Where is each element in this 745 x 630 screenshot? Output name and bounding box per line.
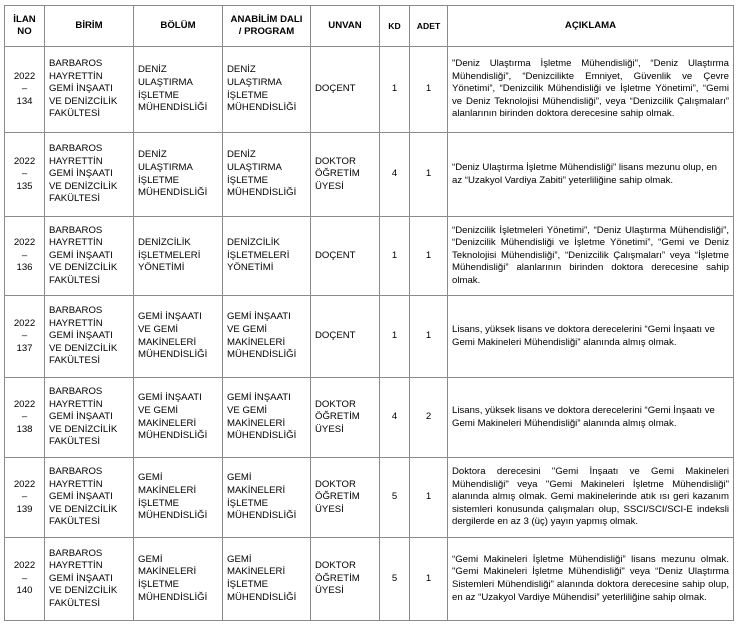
birim-cell-line: BARBAROS [49,224,103,236]
bolum-cell [134,538,223,621]
adet-cell: 1 [410,217,448,296]
program-cell-line: DENİZ [227,64,256,76]
header-ilan-no [5,6,45,47]
program-cell-line: ULAŞTIRMA [227,76,282,88]
program-cell-line: İŞLETME [227,174,269,186]
birim-cell-line: FAKÜLTESİ [49,436,101,448]
unvan-cell [311,458,380,538]
unvan-cell [311,133,380,217]
bolum-cell-line: MAKİNELERİ [138,484,197,496]
birim-cell-line: GEMİ İNŞAATI [49,411,113,423]
birim-cell-line: FAKÜLTESİ [49,355,101,367]
unvan-cell-line: DOKTOR [315,155,356,167]
birim-cell-line: HAYRETTİN [49,317,103,329]
kd-cell: 1 [380,296,410,378]
table-row [5,217,734,296]
program-cell-line: MAKİNELERİ [227,417,286,429]
birim-cell-line: BARBAROS [49,386,103,398]
unvan-cell-line: ÖĞRETİM [315,168,360,180]
birim-cell-line: BARBAROS [49,58,103,70]
bolum-cell-line: İŞLETME [138,174,180,186]
ilan-no-part: 2022 [13,560,36,572]
program-cell-line: İŞLETMELERİ [227,249,290,261]
unvan-cell-line: DOÇENT [315,83,356,95]
header-kd: KD [380,6,410,47]
bolum-cell [134,296,223,378]
kd-cell: 1 [380,47,410,133]
bolum-cell-line: MAKİNELERİ [138,417,197,429]
unvan-cell-line: ÜYESİ [315,423,344,435]
aciklama-cell: Lisans, yüksek lisans ve doktora derecelerini “Gemi İnşaatı ve Gemi Makineleri Mühendisliği” alanında almış olmak. [448,296,734,378]
adet-cell: 1 [410,458,448,538]
ilan-no-part: 140 [16,585,33,597]
birim-cell-line: BARBAROS [49,547,103,559]
header-anabilim-line2: / PROGRAM [238,26,295,37]
ilan-no-cell [5,217,45,296]
birim-cell-line: GEMİ İNŞAATI [49,168,113,180]
header-bolum: BÖLÜM [134,6,223,47]
program-cell-line: ULAŞTIRMA [227,161,282,173]
bolum-cell-line: MÜHENDİSLİĞİ [138,349,208,361]
ilan-no-part: – [21,411,28,423]
ilan-no-part: – [21,83,28,95]
adet-cell: 1 [410,538,448,621]
ilan-no-part: 136 [16,262,33,274]
ilan-no-part: – [21,491,28,503]
bolum-cell-line: İŞLETMELERİ [138,249,201,261]
birim-cell [45,296,134,378]
ilan-no-cell [5,133,45,217]
program-cell-line: MÜHENDİSLİĞİ [227,510,297,522]
bolum-cell-line: YÖNETİMİ [138,262,185,274]
ilan-no-part: – [21,249,28,261]
kd-cell: 1 [380,217,410,296]
adet-cell: 2 [410,378,448,458]
bolum-cell-line: GEMİ [138,553,163,565]
aciklama-cell: “Deniz Ulaştırma İşletme Mühendisliği” lisans mezunu olup, en az “Uzakyol Vardiya Zabiti” yeterliliğine sahip olmak. [448,133,734,217]
unvan-cell-line: DOKTOR [315,398,356,410]
birim-cell-line: HAYRETTİN [49,155,103,167]
table-header-row [5,6,734,47]
ilan-no-part: 2022 [13,398,36,410]
aciklama-cell: Doktora derecesini "Gemi İnşaatı ve Gemi Makineleri Mühendisliği" veya "Gemi Makineleri İşletme Mühendisliği" alanında almış olmak. Gemi makinelerinde atık ısı geri kazanım sistemleri konusunda çalışmaları olup, SSCI/SCI/SCI-E indeksli dergilerde en az 3 (üç) yayın yapmış olmak. [448,458,734,538]
program-cell-line: GEMİ [227,472,252,484]
program-cell-line: VE GEMİ [227,323,267,335]
unvan-cell [311,378,380,458]
program-cell-line: MÜHENDİSLİĞİ [227,187,297,199]
header-anabilim-line1: ANABİLİM DALI [230,14,303,25]
birim-cell-line: VE DENİZCİLİK [49,262,118,274]
program-cell [223,378,311,458]
program-cell [223,133,311,217]
program-cell-line: İŞLETME [227,497,269,509]
aciklama-cell: "Deniz Ulaştırma İşletme Mühendisliği", “Deniz Ulaştırma Mühendisliği”, “Denizcilikte Emniyet, Güvenlik ve Çevre Yönetimi”, “Denizcilik Mühendisliği ve İşletme Yönetimi”, “Gemi ve Deniz Teknolojisi Mühendisliği”, veya “Denizcilik Çalışmaları” alanlarının birinden doktora derecesine sahip olmak. [448,47,734,133]
bolum-cell-line: GEMİ [138,472,163,484]
adet-cell: 1 [410,47,448,133]
bolum-cell [134,458,223,538]
ilan-no-part: 138 [16,423,33,435]
ilan-no-part: 2022 [13,317,36,329]
ilan-no-part: – [21,168,28,180]
aciklama-cell: “Gemi Makineleri İşletme Mühendisliği” lisans mezunu olmak. "Gemi Makineleri İşletme Mühendisliği" veya “Deniz Ulaştırma Sistemleri Mühendisliği” alanında doktora derecesine sahip olup, en az “Uzakyol Vardiye Mühendisi” yeterliliğine sahip olmak. [448,538,734,621]
ilan-no-cell [5,296,45,378]
ilan-no-part: 137 [16,342,33,354]
kd-cell: 4 [380,133,410,217]
unvan-cell-line: ÜYESİ [315,585,344,597]
program-cell [223,217,311,296]
kd-cell: 5 [380,458,410,538]
unvan-cell [311,296,380,378]
header-adet: ADET [410,6,448,47]
program-cell-line: MÜHENDİSLİĞİ [227,591,297,603]
birim-cell-line: HAYRETTİN [49,398,103,410]
bolum-cell-line: GEMİ İNŞAATI [138,392,202,404]
bolum-cell-line: VE GEMİ [138,323,178,335]
unvan-cell-line: ÜYESİ [315,503,344,515]
ilan-no-part: 134 [16,95,33,107]
aciklama-cell: “Denizcilik İşletmeleri Yönetimi”, “Deniz Ulaştırma Mühendisliği”, “Denizcilik Mühendisliği ve İşletme Yönetimi”, “Gemi ve Deniz Teknolojisi Mühendisliği”, “Denizcilik Çalışmaları” veya “İşletme Mühendisliği” alanlarının birinden doktora derecesine sahip olmak. [448,217,734,296]
unvan-cell-line: DOKTOR [315,560,356,572]
table-row [5,538,734,621]
unvan-cell [311,217,380,296]
unvan-cell-line: ÜYESİ [315,180,344,192]
ilan-no-part: 2022 [13,155,36,167]
program-cell-line: VE GEMİ [227,404,267,416]
bolum-cell-line: MÜHENDİSLİĞİ [138,591,208,603]
table-row [5,296,734,378]
birim-cell-line: VE DENİZCİLİK [49,342,118,354]
bolum-cell-line: MÜHENDİSLİĞİ [138,102,208,114]
program-cell-line: MÜHENDİSLİĞİ [227,349,297,361]
birim-cell-line: GEMİ İNŞAATI [49,491,113,503]
program-cell-line: GEMİ İNŞAATI [227,392,291,404]
program-cell-line: MÜHENDİSLİĞİ [227,102,297,114]
birim-cell-line: BARBAROS [49,466,103,478]
bolum-cell-line: DENİZ [138,64,167,76]
birim-cell [45,133,134,217]
bolum-cell-line: GEMİ İNŞAATI [138,311,202,323]
birim-cell [45,217,134,296]
ilan-no-part: 2022 [13,478,36,490]
adet-cell: 1 [410,133,448,217]
table-row [5,47,734,133]
program-cell-line: MAKİNELERİ [227,566,286,578]
birim-cell-line: FAKÜLTESİ [49,516,101,528]
birim-cell-line: VE DENİZCİLİK [49,95,118,107]
birim-cell-line: HAYRETTİN [49,560,103,572]
header-unvan: UNVAN [311,6,380,47]
birim-cell-line: VE DENİZCİLİK [49,503,118,515]
table-body [5,47,734,621]
ilan-no-cell [5,47,45,133]
bolum-cell-line: MAKİNELERİ [138,566,197,578]
unvan-cell-line: DOÇENT [315,330,356,342]
program-cell-line: MAKİNELERİ [227,484,286,496]
birim-cell [45,538,134,621]
bolum-cell [134,217,223,296]
birim-cell-line: BARBAROS [49,305,103,317]
unvan-cell-line: ÖĞRETİM [315,411,360,423]
program-cell [223,458,311,538]
birim-cell-line: BARBAROS [49,143,103,155]
unvan-cell-line: DOÇENT [315,249,356,261]
header-anabilim-dali [223,6,311,47]
bolum-cell-line: VE GEMİ [138,404,178,416]
birim-cell-line: GEMİ İNŞAATI [49,572,113,584]
birim-cell [45,378,134,458]
aciklama-cell: Lisans, yüksek lisans ve doktora derecelerini “Gemi İnşaatı ve Gemi Makineleri Mühendisliği” alanında almış olmak. [448,378,734,458]
unvan-cell-line: DOKTOR [315,478,356,490]
ilan-no-part: 2022 [13,70,36,82]
bolum-cell [134,47,223,133]
birim-cell-line: HAYRETTİN [49,237,103,249]
bolum-cell-line: MAKİNELERİ [138,336,197,348]
bolum-cell-line: İŞLETME [138,579,180,590]
table-row [5,378,734,458]
program-cell-line: DENİZ [227,149,256,161]
birim-cell [45,458,134,538]
program-cell-line: MÜHENDİSLİĞİ [227,430,297,442]
bolum-cell [134,133,223,217]
birim-cell [45,47,134,133]
birim-cell-line: VE DENİZCİLİK [49,180,118,192]
birim-cell-line: FAKÜLTESİ [49,108,101,120]
program-cell-line: YÖNETİMİ [227,262,274,274]
birim-cell-line: HAYRETTİN [49,70,103,82]
bolum-cell-line: MÜHENDİSLİĞİ [138,187,208,199]
birim-cell-line: HAYRETTİN [49,478,103,490]
program-cell-line: İŞLETME [227,89,269,101]
program-cell-line: DENİZCİLİK [227,237,280,249]
unvan-cell [311,47,380,133]
birim-cell-line: FAKÜLTESİ [49,597,101,609]
ilan-no-part: – [21,330,28,342]
bolum-cell-line: DENİZ [138,149,167,161]
table-row [5,133,734,217]
header-birim: BİRİM [45,6,134,47]
job-listings-table [4,5,734,621]
ilan-no-part: – [21,572,28,584]
bolum-cell-line: İŞLETME [138,497,180,509]
unvan-cell-line: ÖĞRETİM [315,572,360,584]
kd-cell: 4 [380,378,410,458]
bolum-cell-line: ULAŞTIRMA [138,76,193,88]
program-cell [223,538,311,621]
unvan-cell [311,538,380,621]
header-ilan-no-line2: NO [17,26,32,37]
ilan-no-part: 135 [16,180,33,192]
program-cell [223,47,311,133]
program-cell-line: GEMİ [227,553,252,565]
program-cell [223,296,311,378]
ilan-no-cell [5,378,45,458]
bolum-cell-line: ULAŞTIRMA [138,161,193,173]
bolum-cell-line: MÜHENDİSLİĞİ [138,430,208,442]
bolum-cell-line: MÜHENDİSLİĞİ [138,510,208,522]
birim-cell-line: FAKÜLTESİ [49,193,101,205]
birim-cell-line: FAKÜLTESİ [49,274,101,286]
birim-cell-line: VE DENİZCİLİK [49,423,118,435]
ilan-no-part: 139 [16,503,33,515]
bolum-cell-line: İŞLETME [138,89,180,101]
unvan-cell-line: ÖĞRETİM [315,491,360,503]
bolum-cell-line: DENİZCİLİK [138,237,191,249]
program-cell-line: MAKİNELERİ [227,336,286,348]
program-cell-line: İŞLETME [227,579,269,590]
birim-cell-line: VE DENİZCİLİK [49,585,118,597]
birim-cell-line: GEMİ İNŞAATI [49,330,113,342]
bolum-cell [134,378,223,458]
ilan-no-cell [5,538,45,621]
birim-cell-line: GEMİ İNŞAATI [49,83,113,95]
ilan-no-cell [5,458,45,538]
adet-cell: 1 [410,296,448,378]
header-aciklama: AÇIKLAMA [448,6,734,47]
kd-cell: 5 [380,538,410,621]
table-row [5,458,734,538]
ilan-no-part: 2022 [13,237,36,249]
program-cell-line: GEMİ İNŞAATI [227,311,291,323]
header-ilan-no-line1: İLAN [13,14,36,25]
birim-cell-line: GEMİ İNŞAATI [49,249,113,261]
